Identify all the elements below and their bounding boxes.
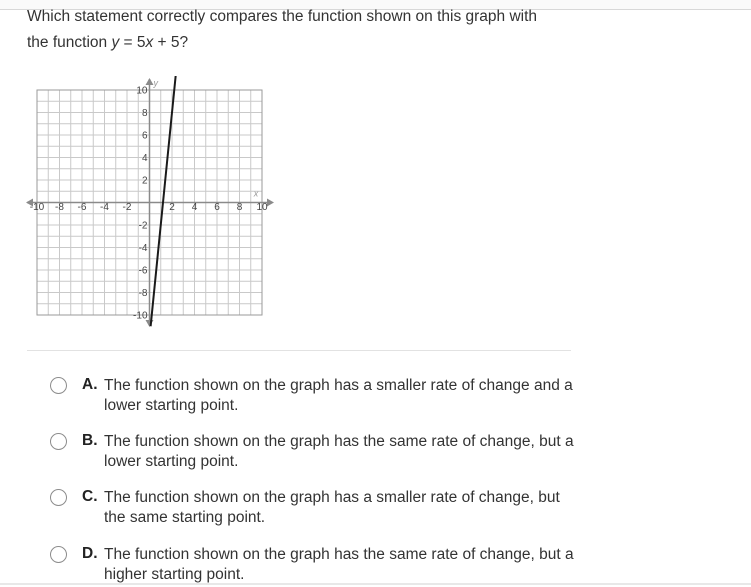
x-tick-label: -2 xyxy=(122,202,132,213)
y-axis-label: y xyxy=(153,78,158,88)
option-c-text: The function shown on the graph has a smaller rate of change, but the same starting point. xyxy=(104,489,560,526)
x-tick-label: 10 xyxy=(256,202,268,213)
y-tick-label: -2 xyxy=(138,220,148,232)
y-tick-label: 2 xyxy=(141,175,148,187)
x-tick-label: -4 xyxy=(100,202,109,213)
x-axis-label: x xyxy=(253,188,259,199)
y-axis-arrow-up xyxy=(146,78,154,85)
option-c[interactable] xyxy=(50,486,590,530)
x-tick-label: -10 xyxy=(29,202,45,213)
option-a[interactable] xyxy=(50,374,590,418)
option-b-text: The function shown on the graph has the same rate of change, but a lower starting point. xyxy=(104,433,574,470)
option-d-letter: D. xyxy=(82,545,98,562)
radio-a[interactable] xyxy=(50,377,67,394)
y-tick-label: 8 xyxy=(141,108,148,119)
y-tick-label: -6 xyxy=(138,265,148,277)
divider xyxy=(27,350,571,351)
y-tick-label: -8 xyxy=(138,288,148,299)
x-axis-arrow-right xyxy=(267,199,274,207)
y-tick-label: -4 xyxy=(138,243,148,254)
option-a-letter: A. xyxy=(82,376,98,393)
option-c-letter: C. xyxy=(82,488,98,505)
question-line-2: the function y = 5x + 5? xyxy=(27,34,189,51)
x-tick-label: 8 xyxy=(236,202,243,213)
y-tick-label: 4 xyxy=(141,153,148,164)
x-tick-label: 2 xyxy=(169,202,175,213)
question-line-1: Which statement correctly compares the function shown on this graph with xyxy=(27,8,538,25)
radio-b[interactable] xyxy=(50,433,67,450)
question-text xyxy=(27,4,587,56)
y-tick-label: 6 xyxy=(141,130,148,142)
option-a-text: The function shown on the graph has a smaller rate of change and a lower starting point. xyxy=(104,377,573,414)
radio-d[interactable] xyxy=(50,546,67,563)
x-tick-label: -6 xyxy=(77,202,87,213)
x-tick-label: -8 xyxy=(55,202,64,213)
option-d-text: The function shown on the graph has the same rate of change, but a higher starting point. xyxy=(104,546,574,583)
graph-svg xyxy=(25,76,285,336)
option-d[interactable] xyxy=(50,543,590,587)
radio-c[interactable] xyxy=(50,489,67,506)
x-tick-label: 4 xyxy=(191,202,198,213)
option-b-letter: B. xyxy=(82,432,98,449)
option-b[interactable] xyxy=(50,430,590,474)
y-tick-label: -10 xyxy=(133,310,148,322)
coordinate-graph xyxy=(25,76,285,341)
x-tick-label: 6 xyxy=(214,202,220,213)
y-tick-label: 10 xyxy=(136,85,148,97)
